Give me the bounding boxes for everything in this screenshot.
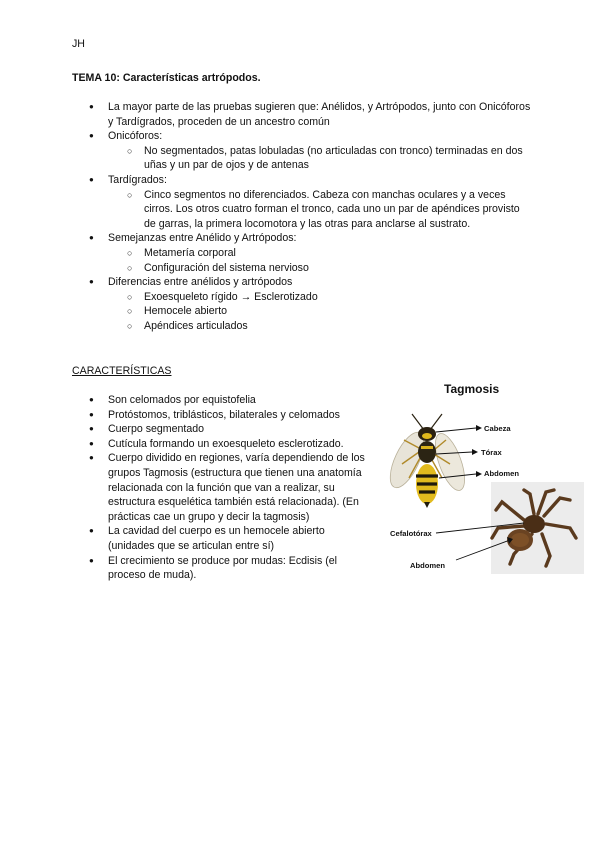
bullet-icon: ● bbox=[89, 233, 94, 243]
figure-title: Tagmosis bbox=[444, 382, 500, 396]
intro-list bbox=[72, 100, 532, 334]
circle-bullet-icon: ○ bbox=[127, 189, 133, 200]
sub-list-item-text: Apéndices articulados bbox=[144, 319, 248, 332]
sub-list-item bbox=[72, 261, 532, 276]
circle-bullet-icon: ○ bbox=[127, 320, 133, 331]
label-torax: Tórax bbox=[481, 448, 502, 457]
sub-list-item-text: Exoesqueleto rígido → Esclerotizado bbox=[144, 290, 318, 303]
characteristic-text: Cuerpo segmentado bbox=[108, 423, 204, 436]
characteristic-item bbox=[72, 437, 372, 452]
circle-bullet-icon: ○ bbox=[127, 291, 133, 302]
sub-list-item bbox=[72, 304, 532, 319]
circle-bullet-icon: ○ bbox=[127, 247, 133, 258]
bullet-icon: ● bbox=[89, 174, 94, 184]
list-item bbox=[72, 231, 532, 246]
sub-list-item bbox=[72, 319, 532, 334]
circle-bullet-icon: ○ bbox=[127, 145, 133, 156]
sub-list-item bbox=[72, 188, 532, 232]
characteristic-item bbox=[72, 393, 372, 408]
bullet-icon: ● bbox=[89, 131, 94, 141]
label-abdomen-wasp: Abdomen bbox=[484, 469, 520, 478]
tagmosis-illustration bbox=[384, 378, 584, 578]
bullet-icon: ● bbox=[89, 555, 94, 565]
list-item-text: Semejanzas entre Anélido y Artrópodos: bbox=[108, 232, 297, 245]
characteristic-item bbox=[72, 408, 372, 423]
section-heading: CARACTERÍSTICAS bbox=[72, 365, 172, 377]
page-title: TEMA 10: Características artrópodos. bbox=[72, 72, 261, 84]
list-item-text: Tardígrados: bbox=[108, 173, 167, 186]
sub-list-item-text: Hemocele abierto bbox=[144, 305, 228, 318]
tagmosis-figure bbox=[384, 378, 584, 578]
characteristic-text: El crecimiento se produce por mudas: Ecdisis (el proceso de muda). bbox=[108, 554, 338, 582]
bullet-icon: ● bbox=[89, 438, 94, 448]
bullet-icon: ● bbox=[89, 102, 94, 111]
bullet-icon: ● bbox=[89, 526, 94, 536]
list-item-text: La mayor parte de las pruebas sugieren que: Anélidos, y Artrópodos, junto con Onicóforos y Tardígrados, proceden de un ancestro común bbox=[108, 101, 531, 128]
list-item bbox=[72, 129, 532, 144]
list-item bbox=[72, 100, 532, 129]
circle-bullet-icon: ○ bbox=[127, 306, 133, 317]
bullet-icon: ● bbox=[89, 277, 94, 287]
list-item bbox=[72, 275, 532, 290]
label-abdomen-spider: Abdomen bbox=[410, 561, 446, 570]
sub-list-item bbox=[72, 144, 532, 173]
characteristic-text: Cuerpo dividido en regiones, varía dependiendo de los grupos Tagmosis (estructura que tienen una anatomía relacionada con la función que van a realizar, su estructura esquelética también está relacionada). (En prácticas cae un grupo y decir la tagmosis) bbox=[108, 452, 365, 523]
characteristic-text: Cutícula formando un exoesqueleto esclerotizado. bbox=[108, 437, 344, 450]
characteristic-text: Protóstomos, triblásticos, bilaterales y celomados bbox=[108, 408, 340, 421]
characteristic-text: La cavidad del cuerpo es un hemocele abierto (unidades que se articulan entre sí) bbox=[108, 525, 325, 552]
circle-bullet-icon: ○ bbox=[127, 262, 133, 273]
label-cabeza: Cabeza bbox=[484, 424, 511, 433]
characteristic-item bbox=[72, 422, 372, 437]
bullet-icon: ● bbox=[89, 395, 94, 404]
list-item-text: Onicóforos: bbox=[108, 130, 163, 143]
wasp-image bbox=[384, 414, 471, 508]
bullet-icon: ● bbox=[89, 453, 94, 463]
sub-list-item-text: Configuración del sistema nervioso bbox=[144, 261, 309, 274]
page-header-initials: JH bbox=[72, 38, 85, 50]
sub-list-item-text: Metamería corporal bbox=[144, 246, 236, 259]
sub-list-item-text: Cinco segmentos no diferenciados. Cabeza con manchas oculares y a veces cirros. Los otros cuatro forman el tronco, cada uno un par de apéndices provisto de garras, la primera locomotora y las otras para anclarse al sustrato. bbox=[144, 188, 520, 230]
list-item bbox=[72, 173, 532, 188]
label-cefalotorax: Cefalotórax bbox=[390, 529, 432, 538]
list-item-text: Diferencias entre anélidos y artrópodos bbox=[108, 276, 293, 289]
characteristic-item bbox=[72, 554, 372, 583]
characteristic-item bbox=[72, 524, 372, 553]
sub-list-item bbox=[72, 246, 532, 261]
sub-list-item bbox=[72, 290, 532, 305]
characteristic-text: Son celomados por equistofelia bbox=[108, 394, 256, 406]
characteristics-list bbox=[72, 393, 372, 583]
sub-list-item-text: No segmentados, patas lobuladas (no articuladas con tronco) terminadas en dos uñas y un par de ojos y de antenas bbox=[144, 144, 523, 172]
bullet-icon: ● bbox=[89, 424, 94, 434]
characteristic-item bbox=[72, 451, 372, 524]
bullet-icon: ● bbox=[89, 409, 94, 419]
